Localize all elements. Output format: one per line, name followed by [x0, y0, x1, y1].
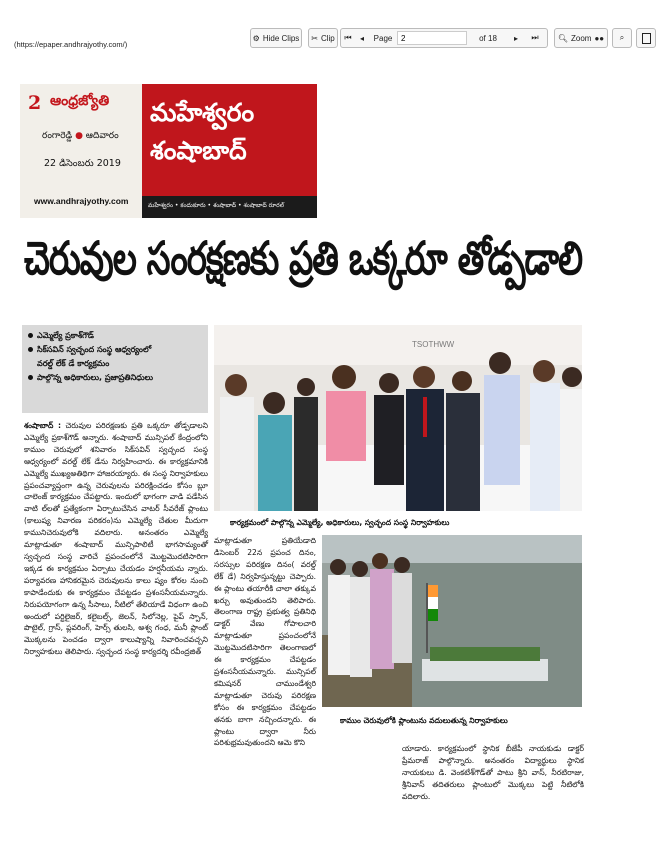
- dateline: శంషాబాద్ :: [24, 421, 62, 430]
- zoom-dots-icon: ●●: [594, 33, 605, 43]
- edition-date: 22 డిసెంబరు 2019: [44, 158, 121, 169]
- page-select[interactable]: of 18: [479, 33, 497, 43]
- zoom-icon: 🔍︎: [557, 33, 569, 43]
- edition-title-2: శంషాబాద్: [150, 136, 247, 165]
- edition-banner: [142, 84, 317, 218]
- article-text: మాట్లాడుతూ ప్రతియేడాది డిసెంబర్ 22న ప్రపంచ దినం, సరస్సుల పరిరక్షణ దినం( వరల్డ్ లేక్ డే) నిర్వహిస్తున్నట్టు చెప్పారు. ఈ ప్లాంటు తయారీకి చాలా తక్కువ ఖర్చు అవుతుందని తెలిపారు. తెలంగాణ రాష్ట్ర ప్రభుత్వ ప్రతినిధి డాక్టర్ వేణు గోపాలచారి మాట్లాడుతూ ప్రపంచంలోనే మొట్టమొదటిసారిగా తెలంగాణలో ఈ కార్యక్రమం చేపట్టడం ప్రశంసనీయమన్నారు. మున్సిపల్ కమిషనర్ చాముండేశ్వరి మాట్లాడుతూ చెరువు పరిరక్షణ కోసం ఈ కార్యక్రమం చేపట్టడం తనకు బాగా నచ్చిందన్నారు. ఈ ప్లాంటు ద్వారా నీరు పరిశుభ్రమవుతుందని ఆమె కొని: [214, 536, 316, 748]
- article-column-3: [402, 743, 584, 843]
- district-day: రంగారెడ్డి ● ఆదివారం: [42, 131, 119, 141]
- fullscreen-icon: [642, 33, 651, 44]
- scissors-icon: ✂: [311, 33, 318, 43]
- search-icon: ⌕: [619, 33, 625, 42]
- article-text: చెరువుల పరిరక్షణకు ప్రతి ఒక్కరూ తోడ్పడాలని ఎమ్మెల్యే ప్రకాశ్‌గౌడ్ అన్నారు. శంషాబాద్ మున్సిపల్ కేంద్రంలోని కాముం చెరువులో శనివారం సిక్‌సవిన్ స్వచ్ఛంద సంస్థ ఆధ్వర్యంలో వరల్డ్ లేక్ డేను నిర్వహించారు. ఈ కార్యక్రమానికి ఎమ్మెల్యే ముఖ్యఅతిథిగా హాజరయ్యారు. ఈ సంస్థ నిర్వాహకులు ప్రపంచవ్యాప్తంగా ఉన్న చెరువులను పరిరక్షించడం కోసం బ్లూ చాలెంజ్ కార్యక్రమం చేపట్టారు. ఇందులో భాగంగా వాడి పడేసిన వాటి ల్‌లతో ప్రత్యేకంగా ఏర్పాటుచేసిన వాటర్ సీవరేజ్ ప్లాంటు (కాలుష్య నివారణ పరికరం)ను ఎమ్మెల్యే చేతుల మీదుగా కామునిచెరువులోకి వదిలారు. అనంతరం ఎమ్మెల్యే మాట్లాడుతూ శంషాబాద్ మున్సిపాలిటీ భాగసామ్యంతో స్వచ్ఛంద సంస్థ వారిచే ప్రపంచంలోనే మొట్టమొదటిసారిగా ఇక్కడ ఈ కార్యక్రమం ఏర్పాటు చేయడం హర్షనీయమ న్నారు. పర్యావరణ హానికరమైన చెరువులను కాలు ష్యం కోరల నుంచి కాపాడేందుకు ఈ కార్యక్రమం చేపట్టడం ప్రశంసనీయమన్నారు. నిరుపయోగంగా ఉన్న సీసాలు, నీటిలో తేలియాడే విధంగా ఉంచి అందులో పర్టిలైజర్, కలైబల్స్, జెలన్, సిలోనెల్ల, పైప్ స్పాన్, పొటైల్, గ్రాస్, ప్లవరింగ్, హెర్స్ తులసి, అశ్వ గంధ, మనీ ప్లాంట్ మొక్కలను పెంచడం ద్వారా కాలుష్యాన్ని నివారించవచ్చని నిర్వాహకులు తెలిపారు. స్వచ్ఛంద సంస్థ కార్యదర్శి రవీంద్రజిత్: [24, 421, 208, 657]
- article-text: యాడారు. కార్యక్రమంలో స్థానిక బీజేపీ నాయకుడు డాక్టర్ ప్రేమరాజ్ పాల్గొన్నారు. అనంతరం విద్యార్థులు స్థానిక నాయకులు డి. వెంకటేశ్‌గౌడ్‌తో పాటు శ్రీని వాస్, నీరటిరాజు, శ్రీనివాస్ తదితరులు ప్లాంటులో మొక్కలు పెట్టి నీటిలోకి వదిలారు.: [402, 744, 584, 801]
- bullet-icon: [28, 375, 33, 380]
- sub-areas-strip: [142, 196, 317, 218]
- page-navigation: [340, 28, 548, 48]
- bullet-icon: [28, 333, 33, 338]
- edition-title-1: మహేశ్వరం: [150, 98, 255, 127]
- highlights-box: [22, 325, 208, 413]
- event-photo-image: [214, 325, 582, 511]
- headline: చెరువుల సంరక్షణకు ప్రతి ఒక్కరూ తోడ్పడాలి: [24, 232, 582, 286]
- search-button[interactable]: [612, 28, 632, 48]
- bullet-icon: [28, 347, 33, 352]
- lake-photo-image: [322, 535, 582, 707]
- highlight-item: ఎమ్మెల్యే ప్రకాశ్‌గౌడ్: [22, 329, 208, 343]
- first-page-icon[interactable]: ⏮: [344, 33, 352, 42]
- fullscreen-button[interactable]: [636, 28, 656, 48]
- highlight-item: వరల్డ్ లేక్ డే కార్యక్రమం: [37, 359, 110, 368]
- zoom-button[interactable]: 🔍︎ Zoom ●●: [554, 28, 608, 48]
- page-number-input[interactable]: [397, 31, 467, 45]
- masthead: [20, 84, 317, 218]
- last-page-icon[interactable]: ⏭: [531, 33, 539, 42]
- sub-areas: మహేశ్వరం • కందుకూరు • శంషాబాద్ • శంషాబాద్ రూరల్: [148, 202, 284, 209]
- highlight-item: పాల్గొన్న అధికారులు, ప్రజాప్రతినిధులు: [22, 371, 208, 385]
- clip-button[interactable]: ✂ Clip: [308, 28, 338, 48]
- source-url: (https://epaper.andhrajyothy.com/): [14, 40, 128, 49]
- lake-photo: [322, 535, 582, 707]
- masthead-info: [20, 84, 142, 218]
- page-number: 2: [28, 92, 42, 114]
- article-column-2: [214, 535, 316, 831]
- prev-page-icon[interactable]: ◂: [359, 33, 364, 43]
- gear-icon: ⚙: [252, 33, 260, 43]
- article-column-1: [24, 420, 208, 840]
- event-photo: [214, 325, 582, 511]
- photo-caption-2: కాముం చెరువులోకి ప్లాంటును వదులుతున్న నిర్వాహకులు: [340, 716, 508, 725]
- next-page-icon[interactable]: ▸: [513, 33, 518, 43]
- hide-clips-button[interactable]: ⚙ Hide Clips: [250, 28, 302, 48]
- page-label: Page: [373, 33, 393, 43]
- banner-text: TSOTHWW: [412, 340, 455, 349]
- photo-caption-1: కార్యక్రమంలో పాల్గొన్న ఎమ్మెల్యే, అధికారులు, స్వచ్ఛంద సంస్థ నిర్వాహకులు: [230, 518, 450, 527]
- highlight-item: సిక్‌సవిన్ స్వచ్ఛంద సంస్థ ఆధ్వర్యంలో: [22, 343, 208, 357]
- separator-dot: ●: [75, 131, 86, 141]
- paper-name: ఆంధ్రజ్యోతి: [50, 93, 110, 109]
- website: www.andhrajyothy.com: [34, 196, 129, 206]
